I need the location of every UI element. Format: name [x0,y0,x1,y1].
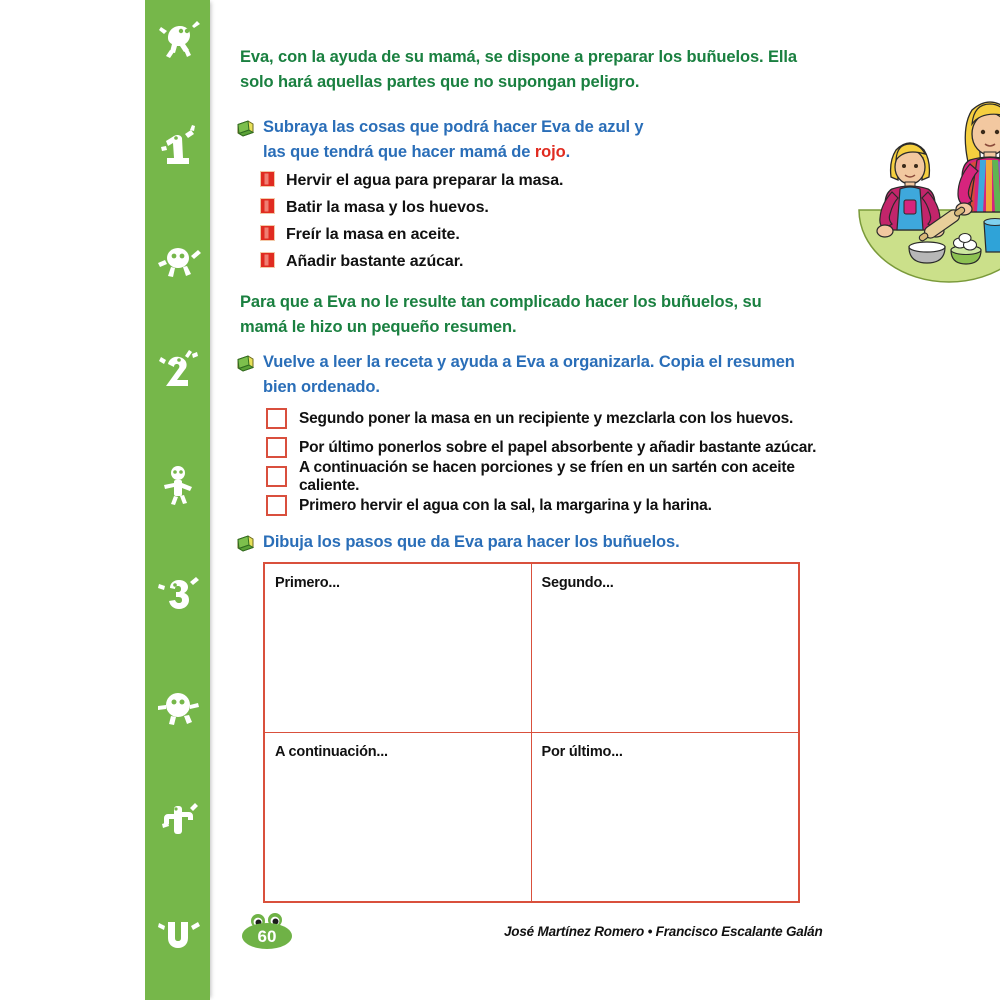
exercise-1-word-rojo: rojo [534,143,566,161]
footer-authors: José Martínez Romero • Francisco Escalante Galán [504,924,823,939]
list-item-label: Primero hervir el agua con la sal, la margarina y la harina. [299,496,712,514]
checkbox-icon[interactable] [266,495,287,516]
exercise-1-text-part2: y las que tendrá que hacer mamá de [263,118,644,161]
drawing-cell-label: Primero... [275,575,340,591]
checkbox-icon[interactable] [266,437,287,458]
green-cube-icon [236,534,255,558]
red-book-icon [260,252,275,273]
drawing-cell-label: Por último... [541,743,623,760]
exercise-1-text-part1: Subraya las cosas que podrá hacer Eva de [263,118,599,136]
green-cube-icon [236,119,255,143]
cartoon-number-3-icon [145,566,210,626]
list-item[interactable] [266,405,836,432]
exercise-2 [236,350,796,400]
drawing-cell-segundo[interactable] [532,564,799,733]
intro-paragraph: Eva, con la ayuda de su mamá, se dispone a preparar los buñuelos. Ella solo hará aquellas partes que no supongan peligro. [240,48,797,91]
drawing-cell-por-ultimo[interactable] [532,733,799,902]
green-cube-icon [236,354,255,378]
list-item-label: Hervir el agua para preparar la masa. [286,172,564,189]
list-item[interactable] [260,249,680,275]
list-item[interactable] [266,492,836,519]
exercise-3 [236,530,796,558]
bullet-list [260,168,680,276]
exercise-2-text: Vuelve a leer la receta y ayuda a Eva a organizarla. Copia el resumen bien ordenado. [263,353,795,396]
cartoon-blob-creature-icon [145,230,210,290]
drawing-cell-label: Segundo... [541,575,614,591]
list-item-label: Segundo poner la masa en un recipiente y mezclarla con los huevos. [299,409,794,427]
list-item-label: Por último ponerlos sobre el papel absorbente y añadir bastante azúcar. [299,438,817,456]
decorative-sidebar-band [145,0,210,1000]
drawing-cell-label: A continuación... [275,743,388,760]
red-book-icon [260,171,275,192]
list-item-label: Batir la masa y los huevos. [286,199,489,216]
red-book-icon [260,225,275,246]
checkbox-list [266,405,836,521]
page-number-badge [241,912,303,952]
drawing-cell-primero[interactable] [265,564,532,733]
drawing-grid [263,562,800,903]
cartoon-round-creature-icon [145,678,210,738]
drawing-cell-a-continuacion[interactable] [265,733,532,902]
list-item[interactable] [266,458,836,494]
list-item-label: Añadir bastante azúcar. [286,253,464,270]
checkbox-icon[interactable] [266,408,287,429]
exercise-1 [236,115,666,165]
cartoon-stick-figure-icon [145,454,210,514]
middle-paragraph: Para que a Eva no le resulte tan complicado hacer los buñuelos, su mamá le hizo un pequeño resumen. [240,293,762,336]
cartoon-cactus-creature-icon [145,790,210,850]
page-number-text: 60 [257,927,277,946]
exercise-1-text-part3: . [565,143,571,161]
cartoon-number-1-icon [145,118,210,178]
list-item[interactable] [260,195,680,221]
exercise-1-word-azul: azul [598,118,630,136]
cartoon-double-creature-icon [145,902,210,962]
cartoon-number-2-icon [145,342,210,402]
list-item[interactable] [266,434,836,461]
worksheet-page [236,0,836,1000]
exercise-3-text: Dibuja los pasos que da Eva para hacer los buñuelos. [263,533,680,551]
red-book-icon [260,198,275,219]
exercise-1-text [263,115,666,165]
two-girls-cooking-illustration [854,92,1000,284]
list-item-label: Freír la masa en aceite. [286,226,460,243]
list-item[interactable] [260,222,680,248]
cartoon-letter-a-icon [145,6,210,66]
list-item-label: A continuación se hacen porciones y se fríen en un sartén con aceite caliente. [299,458,795,494]
list-item[interactable] [260,168,680,194]
checkbox-icon[interactable] [266,466,287,487]
